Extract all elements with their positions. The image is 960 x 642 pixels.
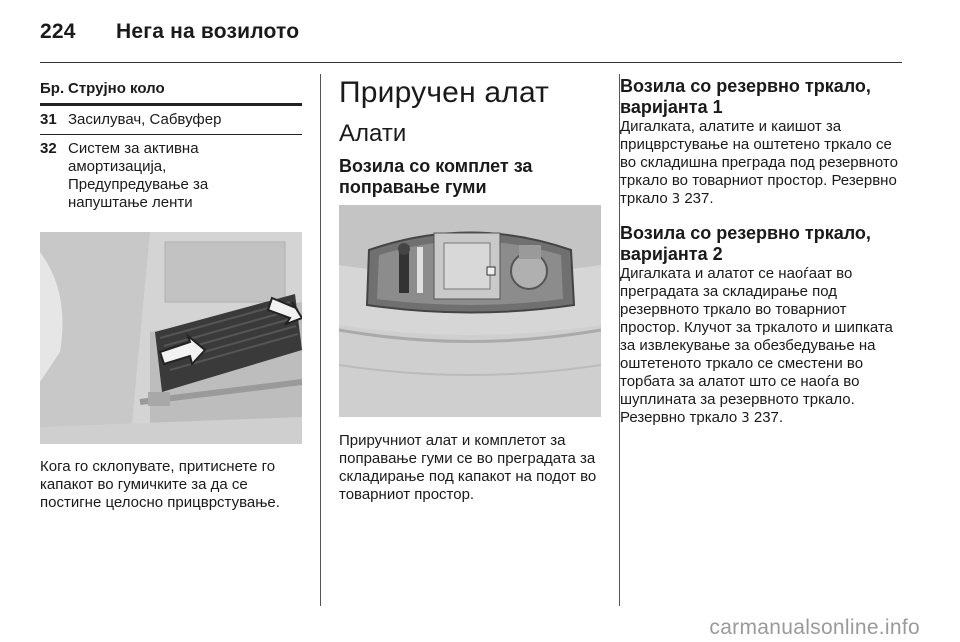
column-2 [339,76,601,198]
page-reference-icon: 3 [671,192,681,207]
page-number: 224 [40,20,76,43]
col-no-header: Бр. [40,80,65,97]
variant2-ref-page[interactable]: 237. [753,409,784,426]
section-title: Приручен алат [339,76,550,109]
header-divider [40,62,902,63]
page-reference-icon: 3 [741,411,750,426]
column-1-caption [40,458,302,512]
column-2-caption [339,432,601,504]
column-1 [40,80,302,217]
variant1-body: Дигалката, алатите и каишот за прицврстување на оштетено тркало се во складишна преграда под резервното тркало во товарниот простор. Резервно тркало [620,118,898,207]
watermark: carmanualsonline.info [709,616,920,639]
row-number: 31 [40,111,57,128]
variant1-heading: Возила со резервно тркало, варијанта 1 [620,76,871,117]
column-divider-1 [320,74,321,606]
table-row [40,135,302,217]
row-circuit: Засилувач, Сабвуфер [68,111,222,128]
variant2-body: Дигалката и алатот се наоѓаат во преградата за складирање под резервното тркало во товарниот простор. Клучот за тркалото и шипката за извлекување за обезбедување на оштетеното тркало се сместени во торбата за алатот што се наоѓа во шуплината за резервното тркало. Резервно тркало [620,265,893,426]
kit-caption: Приручниот алат и комплетот за поправање гуми се во преградата за складирање под капакот на подот во товарниот простор. [339,432,597,503]
table-row [40,106,302,135]
tool-kit-photo [339,205,601,417]
col-circuit-header: Струјно коло [68,80,165,97]
row-circuit: Систем за активна амортизација, Предупредување за напуштање ленти [68,140,209,211]
column-3 [620,76,902,428]
section-subtitle: Алати [339,120,407,147]
variant1-ref-page[interactable]: 237. [684,190,714,207]
page-header [40,20,299,44]
variant2-heading: Возила со резервно тркало, варијанта 2 [620,223,871,264]
page-title: Нега на возилото [116,20,300,43]
row-number: 32 [40,140,57,157]
variant2-text [620,265,902,428]
variant1-text [620,118,902,209]
caption-text: Кога го склопувате, притиснете го капакот во гумичките за да се постигне целосно прицврстување. [40,458,280,511]
trunk-cover-photo [40,232,302,444]
fuse-table-header [40,80,302,106]
kit-heading: Возила со комплет за поправање гуми [339,156,533,197]
